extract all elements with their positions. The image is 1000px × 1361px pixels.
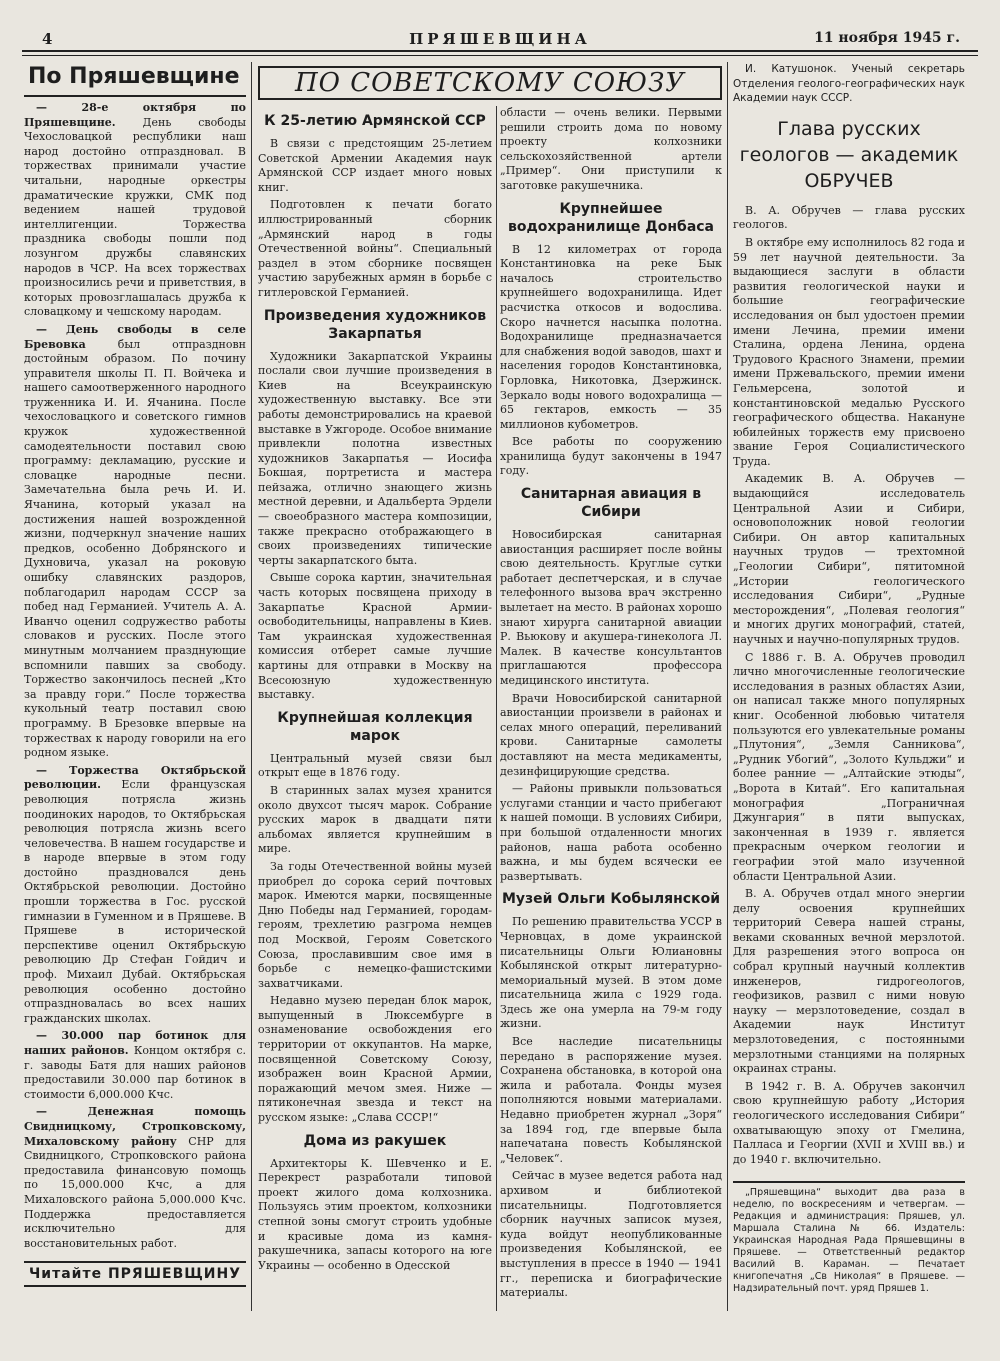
issue-date: 11 ноября 1945 г. [814, 30, 960, 46]
article-paragraph: Сейчас в музее ведется работа над архивом и библиотекой писательницы. Подготовляется сборник научных записок музея, куда войдут неопубликованные произведения Кобылянской, ее выступления в прессе в 1940 — 1941 гг., переписка и биографические материалы. [500, 1169, 722, 1300]
column-soviet-news-2 [500, 106, 722, 1343]
article-paragraph: Новосибирская санитарная авиостанция расширяет после войны свою деятельность. Круглые сутки работает деспетчерская, и в случае телефонного вызова врач экстренно вылетает на место. В районах хорошо знают хирурга санитарной авиации Р. Вьюкову и акушера-гинеколога Л. Малек. В качестве консультантов приглашаются профессора медицинского института. [500, 528, 722, 687]
newspaper-title: ПРЯШЕВЩИНА [409, 30, 591, 48]
column-local-news [24, 62, 246, 1343]
column-divider [496, 106, 497, 1311]
section-rule [24, 95, 246, 97]
article-paragraph: За годы Отечественной войны музей приобрел до сорока серий почтовых марок. Имеются марки, посвященные Дню Победы над Германией, городам-героям, трехлетию разгрома немцев под Москвой, Героям Советского Союза, прославившим свое имя в борьбе с немецко-фашистскими захватчиками. [258, 859, 492, 990]
column-divider [727, 62, 728, 1311]
article-title: Дома из ракушек [303, 1132, 447, 1149]
header-rule [22, 50, 978, 56]
article-paragraph: В старинных залах музея хранится около двухсот тысяч марок. Собрание русских марок в двадцати пяти альбомах является крупнейшим в мире. [258, 783, 492, 856]
article-continuation: области — очень велики. Первыми решили строить дома по новому проекту колхозники сельскохозяйственной артели „Пример“. Они приступили к заготовке ракушечника. [500, 106, 722, 192]
article-title: Произведения художников Закарпатья [263, 307, 487, 342]
article-title: Музей Ольги Кобылянской [501, 891, 721, 908]
soviet-union-banner: ПО СОВЕТСКОМУ СОЮЗУ [258, 66, 722, 100]
article-paragraph: В связи с предстоящим 25-летием Советской Армении Академия наук Армянской ССР издает много новых книг. [258, 137, 492, 194]
article-signature: И. Катушонок. Ученый секретарь Отделения геолого-географических наук Академии наук СССР. [733, 63, 965, 105]
article-paragraph: Художники Закарпатской Украины послали свои лучшие произведения в Киев на Всеукраинскую художественную выставку. Все эти работы демонстрировались на краевой выставке в Ужгороде. Особое внимание привлекли полотна известных художников Закарпатья — Иосифа Бокшая, портретиста и мастера пейзажа, отлично знающего жизнь местной деревни, и Адальберта Эрдели — своеобразного мастера композиции, также прекрасно отображающего в своих произведениях типические черты закарпатского быта. [258, 349, 492, 567]
colophon-text: „Пряшевщина“ выходит два раза в неделю, по воскресениям и четвергам. — Редакция и администрация: Пряшев, ул. Маршала Сталина № 66. Издатель: Украинская Народная Рада Пряшевщины в Пряшеве. — Ответственный редактор Василий В. Караман. — Печатает книгопечатня „Св Николая“ в Пряшеве. — Надзирательный почт. уряд Пряшев 1. [733, 1187, 965, 1295]
column-soviet-news-1 [258, 106, 492, 1343]
article-paragraph: В 1942 г. В. А. Обручев закончил свою крупнейшую работу „История геологического исследования Сибири“ охватывающую эпоху от Гмелина, Палласа и Георгии (XVII и XVIII вв.) и до 1940 г. включительно. [733, 1079, 965, 1166]
article-paragraph: В. А. Обручев — глава русских геологов. [733, 203, 965, 232]
article-paragraph: Все работы по сооружению хранилища будут закончены в 1947 году. [500, 435, 722, 478]
article-paragraph: Архитекторы К. Шевченко и Е. Перекрест разработали типовой проект жилого дома колхозника. Пользуясь этим проектом, колхозники степной зоны смогут строить удобные и красивые дома из камня-ракушечника, запасы которого на юге Украины — особенно в Одесской [258, 1156, 492, 1272]
article-title: Санитарная авиация в Сибири [520, 486, 702, 521]
article-paragraph: — Районы привыкли пользоваться услугами станции и часто прибегают к нашей помощи. В условиях Сибири, при большой отдаленности многих районов, наша работа особенно важна, и мы будем всячески ее развертывать. [500, 782, 722, 883]
article-paragraph: В. А. Обручев отдал много энергии делу освоения крупнейших территорий Севера нашей страны, веками скованных вечной мерзлотой. Для разрешения этого вопроса он собрал крупный научный коллектив инженеров, гидрогеологов, геофизиков, развил с ними новую науку — мерзлотоведение, создал в Академии наук Институт мерзлотоведения, с постоянными мерзлотными станциями на полярных окраинах страны. [733, 887, 965, 1076]
article-title: Глава русских геологов — академик ОБРУЧЕВ [739, 117, 959, 192]
article-paragraph: Врачи Новосибирской санитарной авиостанции произвели в районах и селах много операций, переливаний крови. Санитарные самолеты доставляют на места медикаменты, дезинфицирующие средства. [500, 691, 722, 778]
news-item: — Торжества Октябрьской революции. Если французская революция потрясла жизнь поодиноких народов, то Октябрьская революция потрясла жизнь всего человечества. В нашем государстве и в народе впервые в этом году достойно праздновался день Октябрьской революции. Достойно прошли торжества в Гос. русской гимназии в Гуменном и в Пряшеве. В Пряшеве в исторической перспективе оценил Октябрьскую революцию Др Стефан Гойдич и проф. Михаил Дубай. Октябрьская революция особенно достойно отпраздновалась во всех наших гражданских школах. [24, 763, 246, 1025]
colophon [733, 1181, 965, 1295]
article-paragraph: Подготовлен к печати богато иллюстрированный сборник „Армянский народ в годы Отечественной войны“. Специальный раздел в этом сборнике посвящен участию зарубежных армян в борьбе с гитлеровской Германией. [258, 198, 492, 299]
article-title: К 25-летию Армянской ССР [264, 113, 486, 129]
article-paragraph: По решению правительства УССР в Черновцах, в доме украинской писательницы Ольги Юлиановны Кобылянской открыт литературно-мемориальный музей. В этом доме писательница жила с 1929 года. Здесь же она умерла на 79-м году жизни. [500, 915, 722, 1031]
read-banner: Читайте ПРЯШЕВЩИНУ [24, 1261, 246, 1287]
news-item: — Денежная помощь Свидницкому, Стропковскому, Михаловскому району СНР для Свидницкого, Стропковского района предоставила финансовую помощь по 15,000.000 Кчс, а для Михаловского района 5,000.000 Кчс. Поддержка предоставляется исключительно для восстановительных работ. [24, 1105, 246, 1250]
article-title: Крупнейшее водохранилище Донбаса [507, 200, 715, 235]
news-item: — 30.000 пар ботинок для наших районов. Концом октября с. г. заводы Батя для наших районов предоставили 30.000 пар ботинок в стоимости 6,000.000 Кчс. [24, 1029, 246, 1101]
article-paragraph: В 12 километрах от города Константиновка на реке Бык началось строительство крупнейшего водохранилища. Идет расчистка откосов и водослива. Скоро начнется насыпка полотна. Водохранилище предназначается для снабжения водой заводов, шахт и населения городов Константиновка, Горловка, Никотовка, Дзержинск. Зеркало воды нового водохралища — 65 гектаров, емкость — 35 миллионов кубометров. [500, 242, 722, 431]
page-number: 4 [42, 30, 53, 48]
article-paragraph: Недавно музею передан блок марок, выпущенный в Люксембурге в ознаменование освобождения его территории от оккупантов. На марке, посвященной Советскому Союзу, изображен воин Красной Армии, поражающий мечом змея. Ниже — пятиконечная звезда и текст на русском языке: „Слава СССР!“ [258, 994, 492, 1125]
article-paragraph: Свыше сорока картин, значительная часть которых посвящена приходу в Закарпатье Красной Армии-освободительницы, направлены в Киев. Там украинская художественная комиссия отберет самые лучшие картины для отправки в Москву на Всесоюзную художественную выставку. [258, 571, 492, 702]
news-item: — 28-е октября по Пряшевщине. День свободы Чехословацкой республики наш народ достойно отпраздновал. В торжествах принимали участие читальни, народные оркестры драматические кружки, СМК под ведением нашей трудовой интеллигенции. Торжества праздника свободы пошли под лозунгом дружбы славянских народов в ЧСР. На всех торжествах произносились речи и приветствия, в которых провозглашалась дружба к словацкому и чешскому народам. [24, 101, 246, 319]
article-paragraph: Все наследие писательницы передано в распоряжение музея. Сохранена обстановка, в которой она жила и работала. Фонды музея пополняются новыми материалами. Недавно приобретен журнал „Зоря“ за 1894 год, где впервые была напечатана повесть Кобылянской „Человек“. [500, 1035, 722, 1165]
news-item: — День свободы в селе Бревовка был отпраздновн достойным образом. По почину управителя школы П. П. Войчека и нашего самоотверженного народного труженника И. И. Ячанина. После чехословацкого и советского гимнов кружок художественной самодеятельности поставил свою программу: декламацию, русские и словацке народные песни. Замечательна была речь И. И. Ячанина, который указал на достижения нашей возрожденной жизни, подчеркнул значение наших предков, особенно Добрянского и Духновича, указал на роковую ошибку славянских раздоров, поблагодарил народам СССР за побед над Германией. Учитель А. А. Иванчо оценил содружество работы словаков и русских. После этого минутным молчанием празднующие вспомнили павших за свободу. Торжество закончилось песней „Кто за правду гори.“ После торжества кукольный театр поставил свою программу. В Брезовке впервые на торжествах к народу говорили на его родном языке. [24, 322, 246, 760]
article-paragraph: Академик В. А. Обручев — выдающийся исследователь Центральной Азии и Сибири, основоположник новой геологии Сибири. Он автор капитальных научных трудов — трехтомной „Геологии Сибири“, пятитомной „Истории геологического исследования Сибири“, „Рудные месторождения“, „Полевая геология“ и многих других монографий, статей, научных и научно-популярных трудов. [733, 472, 965, 646]
article-paragraph: Центральный музей связи был открыт еще в 1876 году. [258, 751, 492, 780]
column-divider [251, 62, 252, 1311]
article-paragraph: С 1886 г. В. А. Обручев проводил лично многочисленные геологические исследования в разных областях Азии, он написал также много популярных книг. Особенной любовью читателя пользуются его увлекательные романы „Плутония“, „Земля Санникова“, „Рудник Убогий“, „Золото Кульджи“ и более ранние — „Алтайские этюды“, „Ворота в Китай“. Его капитальная монография „Пограничная Джунгария“ в пяти выпусках, законченная в 1939 г. является прекрасным очерком геологии и географии этой мало изученной области Центральной Азии. [733, 650, 965, 883]
column-obruchev [733, 62, 965, 1343]
article-title: Крупнейшая коллекция марок [277, 709, 473, 744]
section-title: По Пряшевщине [28, 64, 240, 89]
article-paragraph: В октябре ему исполнилось 82 года и 59 лет научной деятельности. За выдающиеся заслуги в области развития геологической науки и большие географические исследования он был удостоен премии имени Лечина, премии имени Сталина, ордена Ленина, ордена Трудового Красного Знамени, премии имени Пржевальского, премии имени Гельмерсена, золотой и константиновской медалью Русского географического общества. Накануне юбилейных торжеств ему присвоено звание Героя Социалистического Труда. [733, 235, 965, 468]
